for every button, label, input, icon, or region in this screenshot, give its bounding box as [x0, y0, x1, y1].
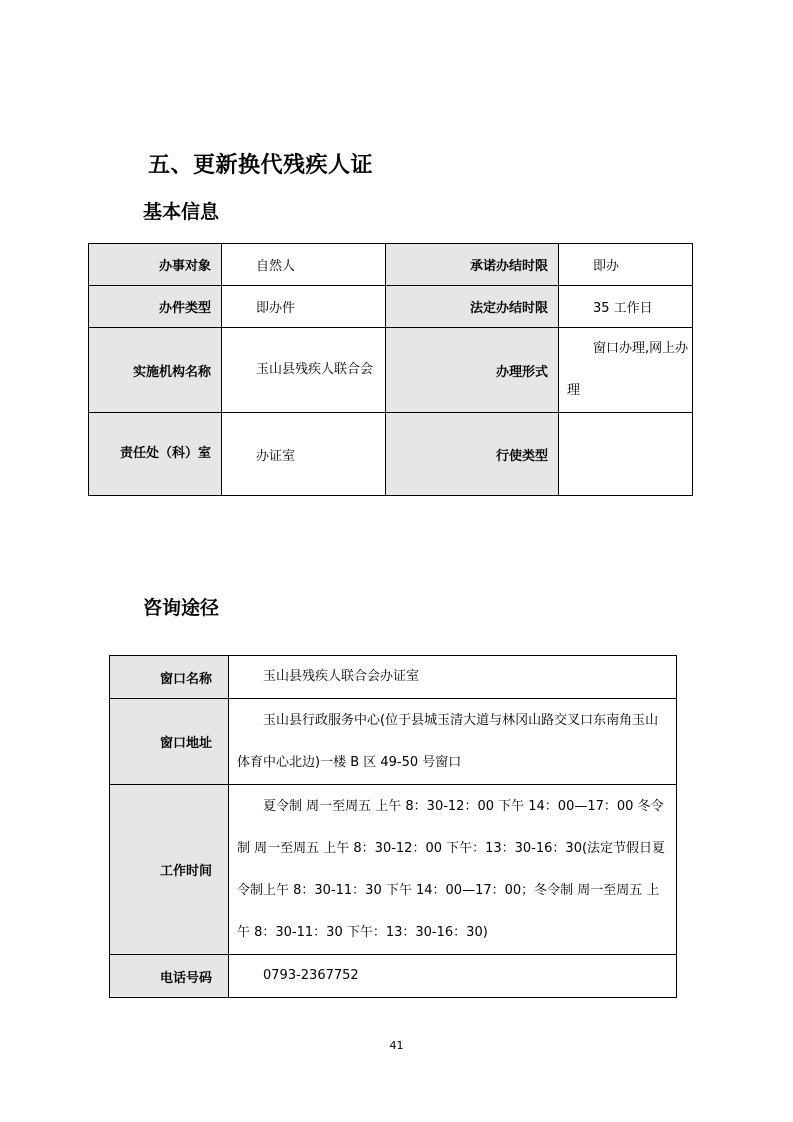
cell-label: 办事对象 — [89, 244, 222, 286]
page-number: 41 — [389, 1039, 404, 1052]
table-row — [110, 785, 677, 955]
cell-label: 法定办结时限 — [386, 286, 559, 328]
cell-label: 行使类型 — [386, 413, 559, 496]
table-row — [110, 699, 677, 785]
section-heading-basic-info: 基本信息 — [143, 201, 220, 223]
cell-value: 即办 — [559, 244, 693, 286]
cell-value: 窗口办理,网上办理 — [559, 328, 693, 413]
cell-label: 工作时间 — [110, 785, 229, 955]
cell-label: 承诺办结时限 — [386, 244, 559, 286]
consult-table — [109, 655, 677, 998]
cell-value: 玉山县残疾人联合会 — [222, 328, 386, 413]
section-heading-consult: 咨询途径 — [143, 597, 220, 619]
cell-label: 窗口名称 — [110, 656, 229, 699]
table-row — [89, 286, 693, 328]
cell-value — [559, 413, 693, 496]
cell-value: 夏令制 周一至周五 上午 8：30-12：00 下午 14：00—17：00 冬令制 周一至周五 上午 8：30-12：00 下午：13：30-16：30(法定节假日夏令制上午 8：30-11：30 下午 14：00—17：00；冬令制 周一至周五 上午 8：30-11：30 下午：13：30-16：30) — [229, 785, 677, 955]
cell-value: 办证室 — [222, 413, 386, 496]
cell-label: 电话号码 — [110, 955, 229, 998]
cell-label: 窗口地址 — [110, 699, 229, 785]
cell-label: 责任处（科）室 — [89, 413, 222, 496]
cell-value: 即办件 — [222, 286, 386, 328]
page-title: 五、更新换代残疾人证 — [148, 153, 374, 178]
cell-value: 自然人 — [222, 244, 386, 286]
cell-value: 35 工作日 — [559, 286, 693, 328]
cell-label: 办理形式 — [386, 328, 559, 413]
cell-label: 办件类型 — [89, 286, 222, 328]
table-row — [89, 413, 693, 496]
cell-value: 0793-2367752 — [229, 955, 677, 998]
cell-label: 实施机构名称 — [89, 328, 222, 413]
cell-value: 玉山县行政服务中心(位于县城玉清大道与林冈山路交叉口东南角玉山体育中心北边)一楼 B 区 49-50 号窗口 — [229, 699, 677, 785]
table-row — [89, 328, 693, 413]
basic-info-table — [88, 243, 693, 496]
table-row — [110, 955, 677, 998]
table-row — [110, 656, 677, 699]
cell-value: 玉山县残疾人联合会办证室 — [229, 656, 677, 699]
table-row — [89, 244, 693, 286]
